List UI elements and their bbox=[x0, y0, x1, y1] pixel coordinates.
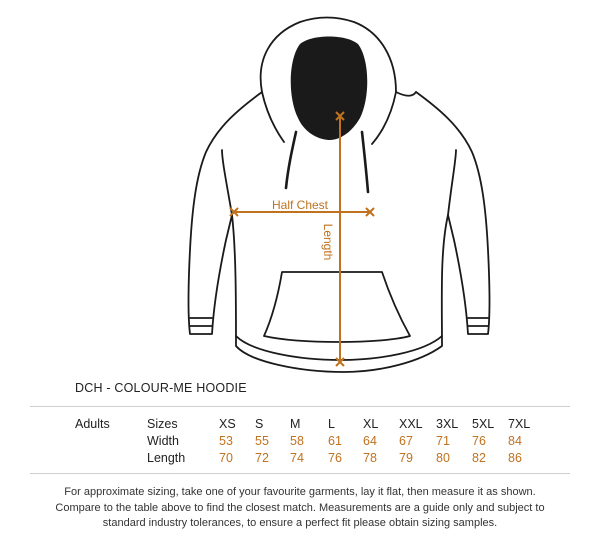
product-title: DCH - COLOUR-ME HOODIE bbox=[75, 381, 247, 395]
width-value: 55 bbox=[255, 434, 269, 448]
width-value: 84 bbox=[508, 434, 522, 448]
width-value: 58 bbox=[290, 434, 304, 448]
half-chest-label: Half Chest bbox=[271, 198, 329, 212]
length-value: 70 bbox=[219, 451, 233, 465]
size-header: M bbox=[290, 417, 301, 431]
length-value: 86 bbox=[508, 451, 522, 465]
width-value: 76 bbox=[472, 434, 486, 448]
length-value: 78 bbox=[363, 451, 377, 465]
width-label: Width bbox=[147, 434, 179, 448]
length-value: 82 bbox=[472, 451, 486, 465]
length-value: 74 bbox=[290, 451, 304, 465]
length-value: 80 bbox=[436, 451, 450, 465]
length-value: 79 bbox=[399, 451, 413, 465]
sizes-label: Sizes bbox=[147, 417, 178, 431]
width-value: 71 bbox=[436, 434, 450, 448]
size-header: L bbox=[328, 417, 335, 431]
size-header: 3XL bbox=[436, 417, 459, 431]
size-header: S bbox=[255, 417, 264, 431]
disclaimer-line: For approximate sizing, take one of your favourite garments, lay it flat, then measure it as shown. bbox=[64, 486, 536, 498]
size-header: 7XL bbox=[508, 417, 531, 431]
disclaimer-line: standard industry tolerances, to ensure a perfect fit please obtain sizing samples. bbox=[102, 517, 498, 529]
size-header: XL bbox=[363, 417, 379, 431]
size-header: 5XL bbox=[472, 417, 495, 431]
size-header: XXL bbox=[399, 417, 423, 431]
length-measure bbox=[336, 112, 344, 366]
table-top-divider bbox=[30, 406, 570, 407]
group-label: Adults bbox=[75, 417, 110, 431]
width-value: 64 bbox=[363, 434, 377, 448]
width-value: 61 bbox=[328, 434, 342, 448]
length-label: Length bbox=[321, 223, 335, 261]
width-value: 53 bbox=[219, 434, 233, 448]
drawstrings bbox=[286, 132, 368, 192]
sizing-disclaimer bbox=[30, 485, 570, 532]
length-row-label: Length bbox=[147, 451, 186, 465]
size-header: XS bbox=[219, 417, 236, 431]
hood-opening bbox=[291, 37, 368, 141]
table-bottom-divider bbox=[30, 473, 570, 474]
width-value: 67 bbox=[399, 434, 413, 448]
length-value: 72 bbox=[255, 451, 269, 465]
length-value: 76 bbox=[328, 451, 342, 465]
disclaimer-line: Compare to the table above to find the closest match. Measurements are a guide only and subject to bbox=[55, 501, 545, 514]
